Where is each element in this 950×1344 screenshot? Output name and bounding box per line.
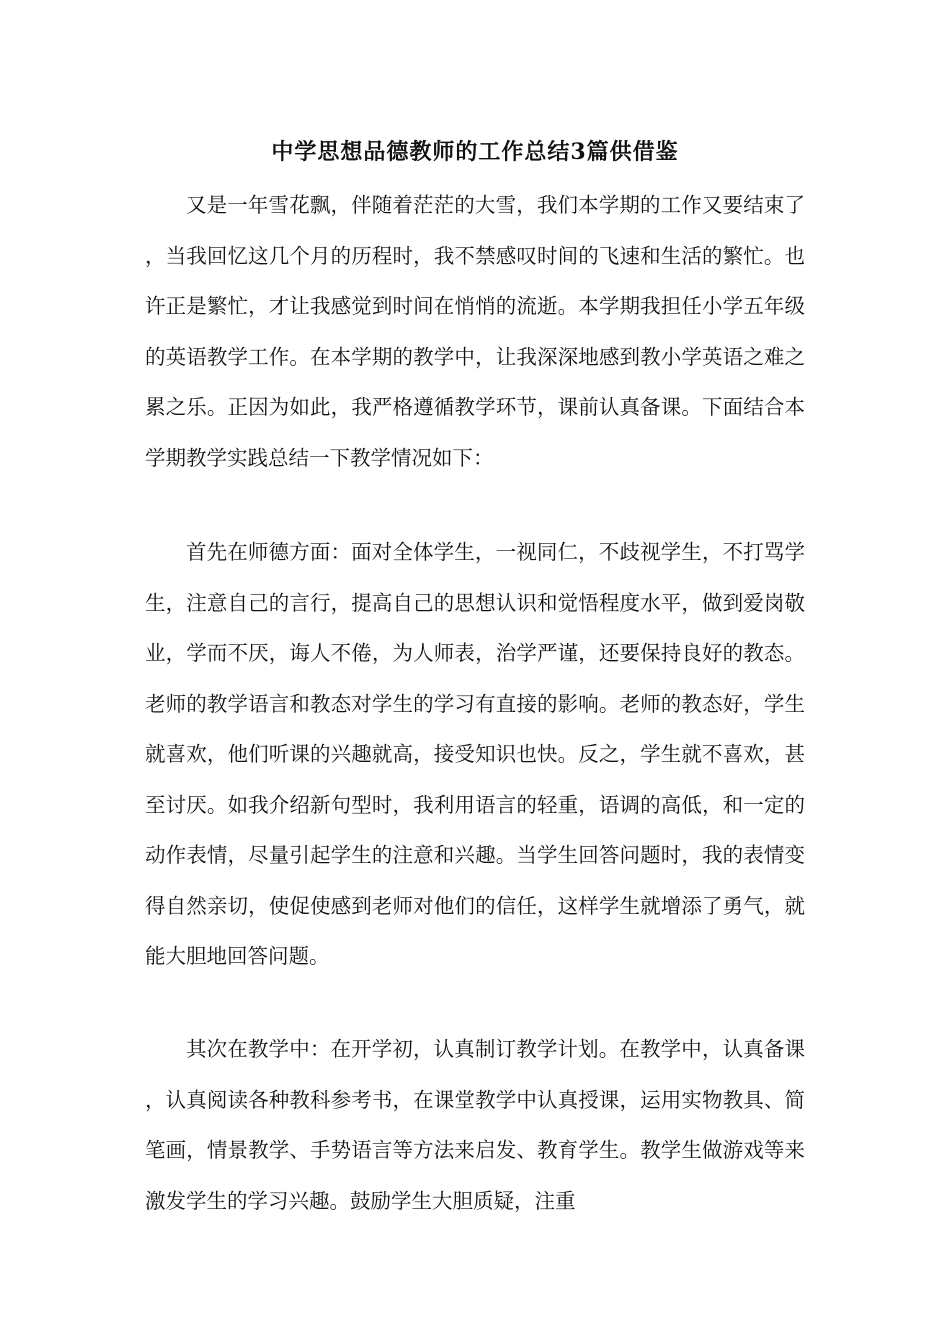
paragraph-1-block [145,180,805,483]
document-title: 中学思想品德教师的工作总结3篇供借鉴 [271,139,679,165]
paragraph-2-block [145,527,805,982]
paragraph-3-block [145,1024,805,1226]
paragraph-3: 其次在教学中：在开学初，认真制订教学计划。在教学中，认真备课，认真阅读各种教科参考书，在课堂教学中认真授课，运用实物教具、简笔画，情景教学、手势语言等方法来启发、教育学生。教学生做游戏等来激发学生的学习兴趣。鼓励学生大胆质疑，注重 [145,1037,805,1213]
paragraph-1: 又是一年雪花飘，伴随着茫茫的大雪，我们本学期的工作又要结束了，当我回忆这几个月的历程时，我不禁感叹时间的飞速和生活的繁忙。也许正是繁忙，才让我感觉到时间在悄悄的流逝。本学期我担任小学五年级的英语教学工作。在本学期的教学中，让我深深地感到教小学英语之难之累之乐。正因为如此，我严格遵循教学环节，课前认真备课。下面结合本学期教学实践总结一下教学情况如下： [145,193,805,470]
paragraph-2: 首先在师德方面：面对全体学生，一视同仁，不歧视学生，不打骂学生，注意自己的言行，提高自己的思想认识和觉悟程度水平，做到爱岗敬业，学而不厌，诲人不倦，为人师表，治学严谨，还要保持良好的教态。老师的教学语言和教态对学生的学习有直接的影响。老师的教态好，学生就喜欢，他们听课的兴趣就高，接受知识也快。反之，学生就不喜欢，甚至讨厌。如我介绍新句型时，我利用语言的轻重，语调的高低，和一定的动作表情，尽量引起学生的注意和兴趣。当学生回答问题时，我的表情变得自然亲切，使促使感到老师对他们的信任，这样学生就增添了勇气，就能大胆地回答问题。 [145,540,805,968]
